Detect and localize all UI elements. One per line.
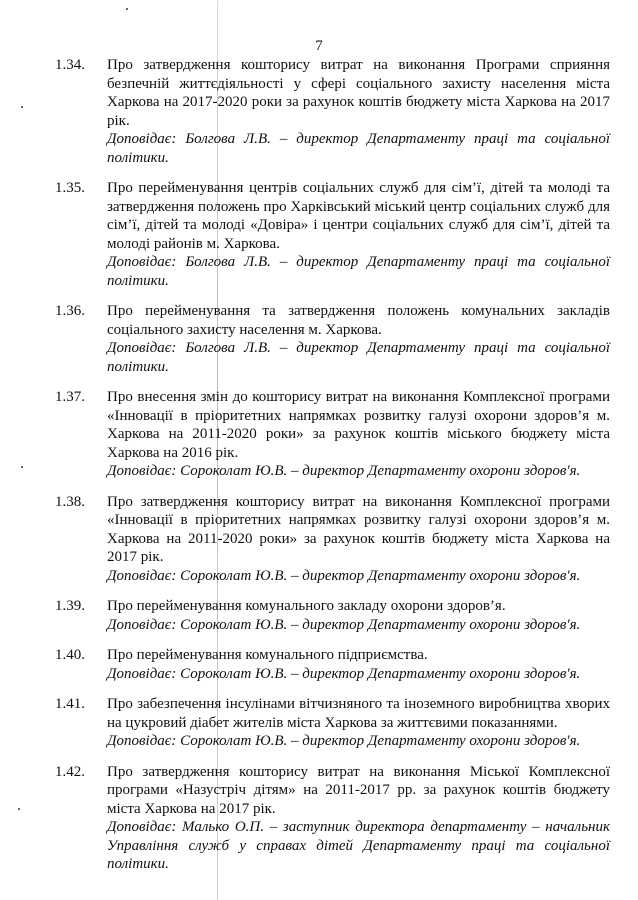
item-text: Про перейменування центрів соціальних служб для сім’ї, дітей та молоді та затвердження положень про Харківський міський центр соціальних служб для сім’ї, дітей та молоді «Довіра» і центри соціальних служб для сім’ї, дітей та молоді районів м. Харкова. bbox=[107, 180, 610, 252]
item-number: 1.40. bbox=[55, 647, 85, 663]
item-number: 1.41. bbox=[55, 696, 85, 712]
item-number: 1.42. bbox=[55, 763, 85, 780]
page-number: 7 bbox=[315, 38, 323, 54]
agenda-item bbox=[55, 56, 610, 167]
agenda-item bbox=[55, 388, 610, 481]
scan-speck bbox=[21, 106, 23, 108]
item-reporter: Доповідає: Сороколат Ю.В. – директор Департаменту охорони здоров'я. bbox=[107, 616, 581, 633]
item-number: 1.36. bbox=[55, 303, 85, 319]
item-text: Про забезпечення інсулінами вітчизняного та іноземного виробництва хворих на цукровий діабет жителів міста Харкова за життєвими показаннями. bbox=[107, 696, 610, 731]
item-number: 1.38. bbox=[55, 493, 85, 510]
scan-speck bbox=[126, 8, 128, 10]
item-text: Про перейменування комунального закладу охорони здоров’я. bbox=[107, 598, 506, 614]
item-reporter: Доповідає: Сороколат Ю.В. – директор Департаменту охорони здоров'я. bbox=[107, 463, 581, 479]
item-number: 1.35. bbox=[55, 180, 85, 196]
item-text: Про затвердження кошторису витрат на виконання Міської Комплексної програми «Назустріч дітям» на 2011-2017 рр. за рахунок коштів бюджету міста Харкова на 2017 рік. bbox=[107, 763, 610, 817]
agenda-item bbox=[55, 179, 610, 290]
item-number: 1.39. bbox=[55, 598, 85, 614]
scan-speck bbox=[18, 808, 20, 810]
agenda-item bbox=[55, 597, 610, 634]
item-reporter: Доповідає: Болгова Л.В. – директор Департаменту праці та соціальної політики. bbox=[107, 131, 610, 166]
item-reporter: Доповідає: Сороколат Ю.В. – директор Департаменту охорони здоров'я. bbox=[107, 733, 581, 749]
agenda-item bbox=[55, 302, 610, 376]
agenda-item bbox=[55, 646, 610, 683]
item-number: 1.34. bbox=[55, 57, 85, 73]
item-text: Про затвердження кошторису витрат на виконання Програми сприяння безпечній життєдіяльності у сфері соціального захисту населення міста Харкова на 2017-2020 роки за рахунок коштів бюджету міста Харкова на 2017 рік. bbox=[107, 57, 610, 129]
item-text: Про перейменування комунального підприємства. bbox=[107, 647, 428, 663]
item-number: 1.37. bbox=[55, 389, 85, 405]
agenda-list bbox=[55, 56, 610, 886]
agenda-item bbox=[55, 493, 610, 586]
item-text: Про внесення змін до кошторису витрат на виконання Комплексної програми «Інновації в пріоритетних напрямках розвитку галузі охорони здоров’я м. Харкова на 2011-2020 роки» за рахунок коштів міського бюджету міста Харкова на 2016 рік. bbox=[107, 389, 610, 461]
item-reporter: Доповідає: Болгова Л.В. – директор Департаменту праці та соціальної політики. bbox=[107, 254, 610, 289]
item-reporter: Доповідає: Малько О.П. – заступник директора департаменту – начальник Управління служб у справах дітей Департаменту праці та соціальної політики. bbox=[107, 819, 610, 872]
item-text: Про затвердження кошторису витрат на виконання Комплексної програми «Інновації в пріоритетних напрямках розвитку галузі охорони здоров’я м. Харкова на 2011-2020 роки» за рахунок коштів бюджету міста Харкова на 2017 рік. bbox=[107, 493, 610, 565]
scan-speck bbox=[21, 466, 23, 468]
item-reporter: Доповідає: Сороколат Ю.В. – директор Департаменту охорони здоров'я. bbox=[107, 567, 581, 584]
item-reporter: Доповідає: Сороколат Ю.В. – директор Департаменту охорони здоров'я. bbox=[107, 665, 581, 682]
item-reporter: Доповідає: Болгова Л.В. – директор Департаменту праці та соціальної політики. bbox=[107, 340, 610, 375]
agenda-item bbox=[55, 763, 610, 874]
item-text: Про перейменування та затвердження положень комунальних закладів соціального захисту населення м. Харкова. bbox=[107, 303, 610, 338]
agenda-item bbox=[55, 695, 610, 751]
